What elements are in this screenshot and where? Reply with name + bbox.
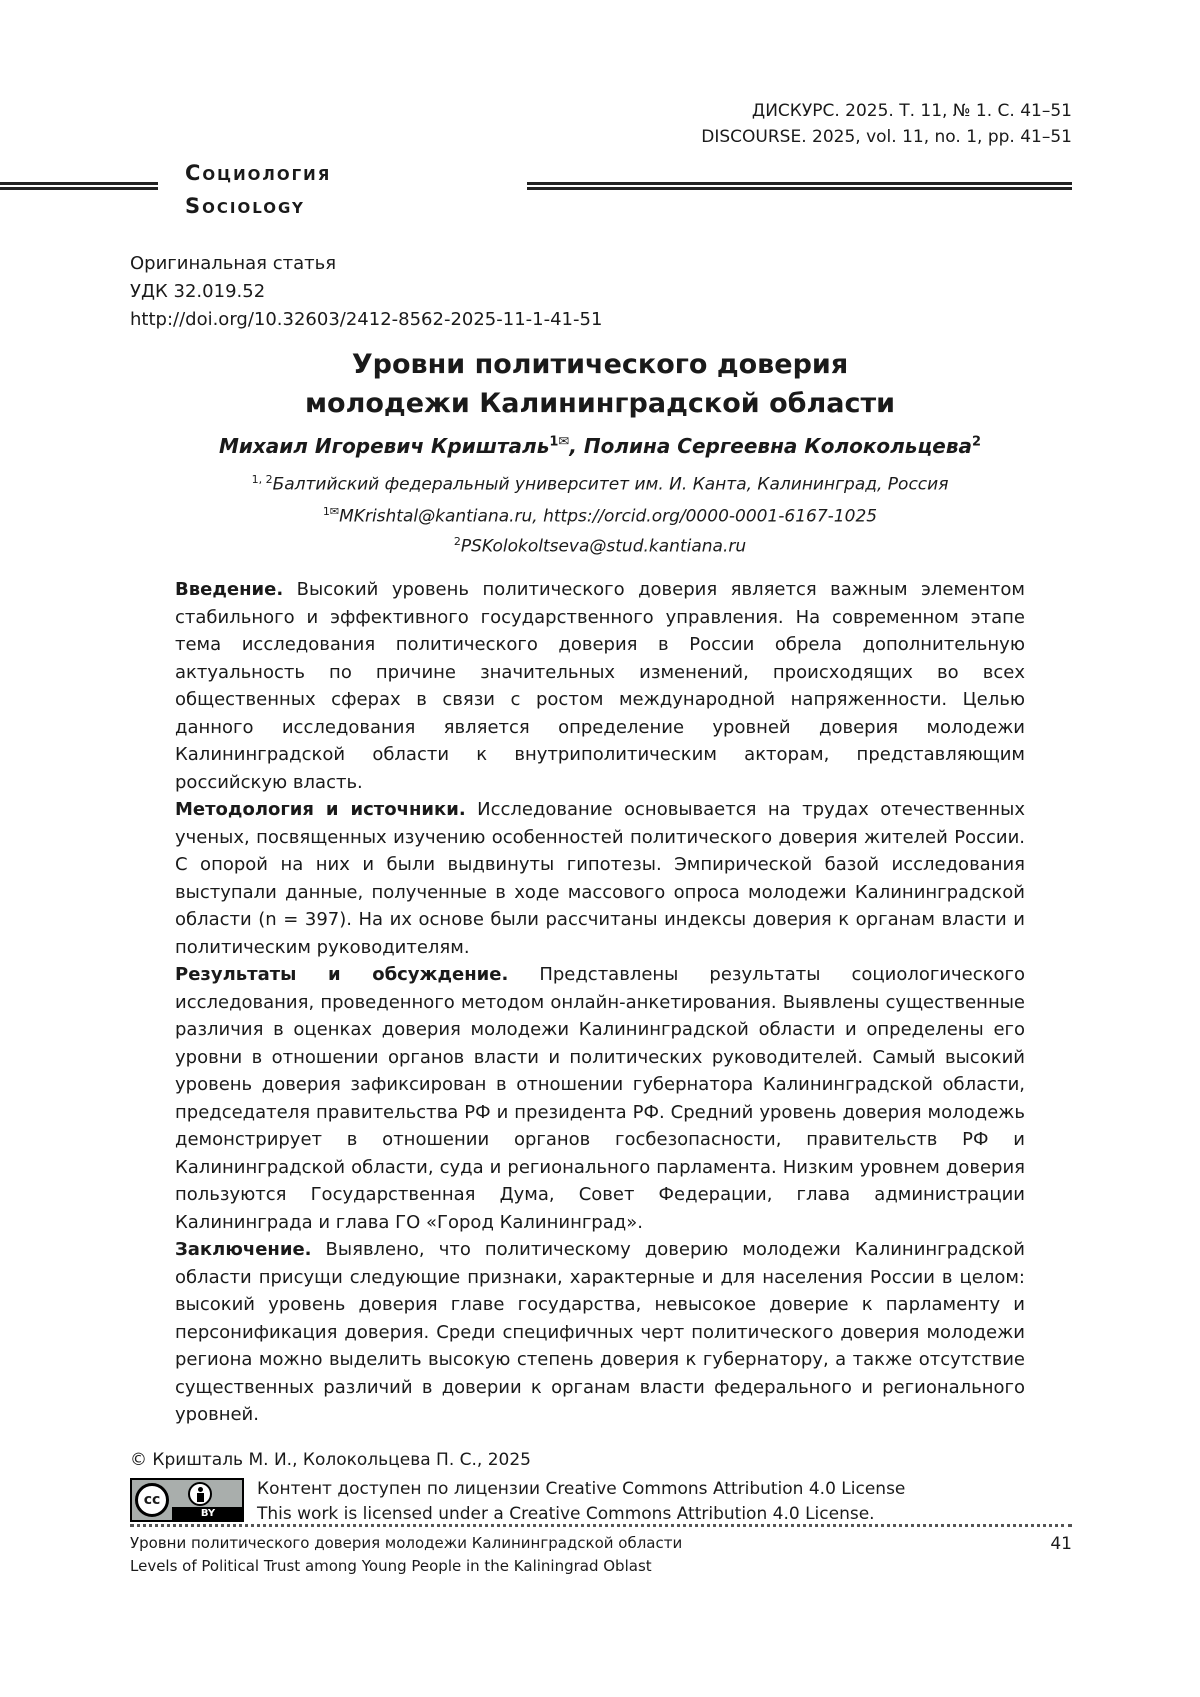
email-2-sup: 2 <box>453 535 461 548</box>
footer-title-en: Levels of Political Trust among Young People in the Kaliningrad Oblast <box>130 1557 652 1575</box>
udc-code: УДК 32.019.52 <box>130 281 266 302</box>
attribution-person-icon <box>188 1482 212 1506</box>
conclusion-text: Выявлено, что политическому доверию молодежи Калининградской области присущи следующие признаки, характерные и для населения России в целом: высокий уровень доверия главе государства, невысокое доверие к парламенту и персонификация доверия. Среди специфичных черт политического доверия молодежи региона можно выделить высокую степень доверия к губернатору, а также отсутствие существенных различий в доверии к органам власти федерального и регионального уровней. <box>175 1239 1025 1425</box>
section-ru: Социология <box>185 161 332 185</box>
abstract <box>175 576 1025 1429</box>
author-1-sup: 1✉ <box>549 434 570 450</box>
affiliation-text: Балтийский федеральный университет им. И. Канта, Калининград, Россия <box>272 474 949 495</box>
section-heading <box>185 157 331 223</box>
license-text <box>257 1477 905 1527</box>
footer-divider <box>130 1524 1072 1527</box>
article-meta <box>130 250 602 334</box>
email-2-text[interactable]: PSKolokoltseva@stud.kantiana.ru <box>460 536 747 557</box>
page-number: 41 <box>1050 1534 1072 1554</box>
cc-by-license-icon[interactable] <box>130 1478 244 1522</box>
article-title <box>0 345 1200 423</box>
abstract-conclusion <box>175 1236 1025 1429</box>
results-text: Представлены результаты социологического исследования, проведенного методом онлайн-анкетирования. Выявлены существенные различия в оценках доверия молодежи Калининградской области и определены его уровни в отношении органов власти и политических руководителей. Самый высокий уровень доверия зафиксирован в отношении губернатора Калининградской области, председателя правительства РФ и президента РФ. Средний уровень доверия молодежь демонстрирует в отношении органов госбезопасности, правительств РФ и Калининградской области, суда и регионального парламента. Низким уровнем доверия пользуются Государственная Дума, Совет Федерации, глава администрации Калининграда и глава ГО «Город Калининград». <box>175 964 1025 1233</box>
copyright: © Кришталь М. И., Колокольцева П. С., 2025 <box>130 1450 531 1470</box>
article-type: Оригинальная статья <box>130 253 337 274</box>
email-2 <box>0 535 1200 557</box>
running-footer <box>130 1532 682 1578</box>
by-label: BY <box>172 1507 244 1520</box>
author-2-sup: 2 <box>972 434 982 450</box>
authors <box>0 434 1200 458</box>
affiliation-sup: 1, 2 <box>251 473 273 486</box>
results-label: Результаты и обсуждение. <box>175 964 509 985</box>
journal-ref-en: DISCOURSE. 2025, vol. 11, no. 1, pp. 41–51 <box>701 127 1072 147</box>
doi-link[interactable]: http://doi.org/10.32603/2412-8562-2025-11-1-41-51 <box>130 309 603 330</box>
author-2: Полина Сергеевна Колокольцева <box>583 434 972 458</box>
license-ru: Контент доступен по лицензии Creative Commons Attribution 4.0 License <box>257 1479 906 1499</box>
journal-ref-ru: ДИСКУРС. 2025. Т. 11, № 1. С. 41–51 <box>751 101 1072 121</box>
intro-text: Высокий уровень политического доверия является важным элементом стабильного и эффективного государственного управления. На современном этапе тема исследования политического доверия в России обрела дополнительную актуальность по причине значительных изменений, происходящих во всех общественных сферах в связи с ростом международной напряженности. Целью данного исследования является определение уровней доверия молодежи Калининградской области к внутриполитическим акторам, представляющим российскую власть. <box>175 579 1025 793</box>
abstract-methods <box>175 796 1025 961</box>
license-en: This work is licensed under a Creative Commons Attribution 4.0 License. <box>257 1504 875 1524</box>
email-1-sup: 1✉ <box>322 505 340 518</box>
email-1 <box>0 505 1200 527</box>
section-en: Sociology <box>185 194 305 218</box>
conclusion-label: Заключение. <box>175 1239 312 1260</box>
intro-label: Введение. <box>175 579 284 600</box>
title-line-1: Уровни политического доверия <box>351 349 849 380</box>
cc-icon: cc <box>135 1483 169 1517</box>
journal-reference <box>701 98 1072 150</box>
methods-text: Исследование основывается на трудах отечественных ученых, посвященных изучению особенностей политического доверия жителей России. С опорой на них и были выдвинуты гипотезы. Эмпирической базой исследования выступали данные, полученные в ходе массового опроса молодежи Калининградской области (n = 397). На их основе были рассчитаны индексы доверия к органам власти и политическим руководителям. <box>175 799 1025 958</box>
footer-title-ru: Уровни политического доверия молодежи Калининградской области <box>130 1534 683 1552</box>
abstract-results <box>175 961 1025 1236</box>
author-1: Михаил Игоревич Кришталь <box>218 434 550 458</box>
header-rule-left <box>0 182 158 190</box>
abstract-introduction <box>175 576 1025 796</box>
author-separator: , <box>569 434 584 458</box>
header-rule-right <box>527 182 1072 190</box>
methods-label: Методология и источники. <box>175 799 466 820</box>
affiliation <box>0 473 1200 495</box>
title-line-2: молодежи Калининградской области <box>304 388 896 419</box>
email-1-text[interactable]: MKrishtal@kantiana.ru, https://orcid.org/0000-0001-6167-1025 <box>339 506 878 527</box>
